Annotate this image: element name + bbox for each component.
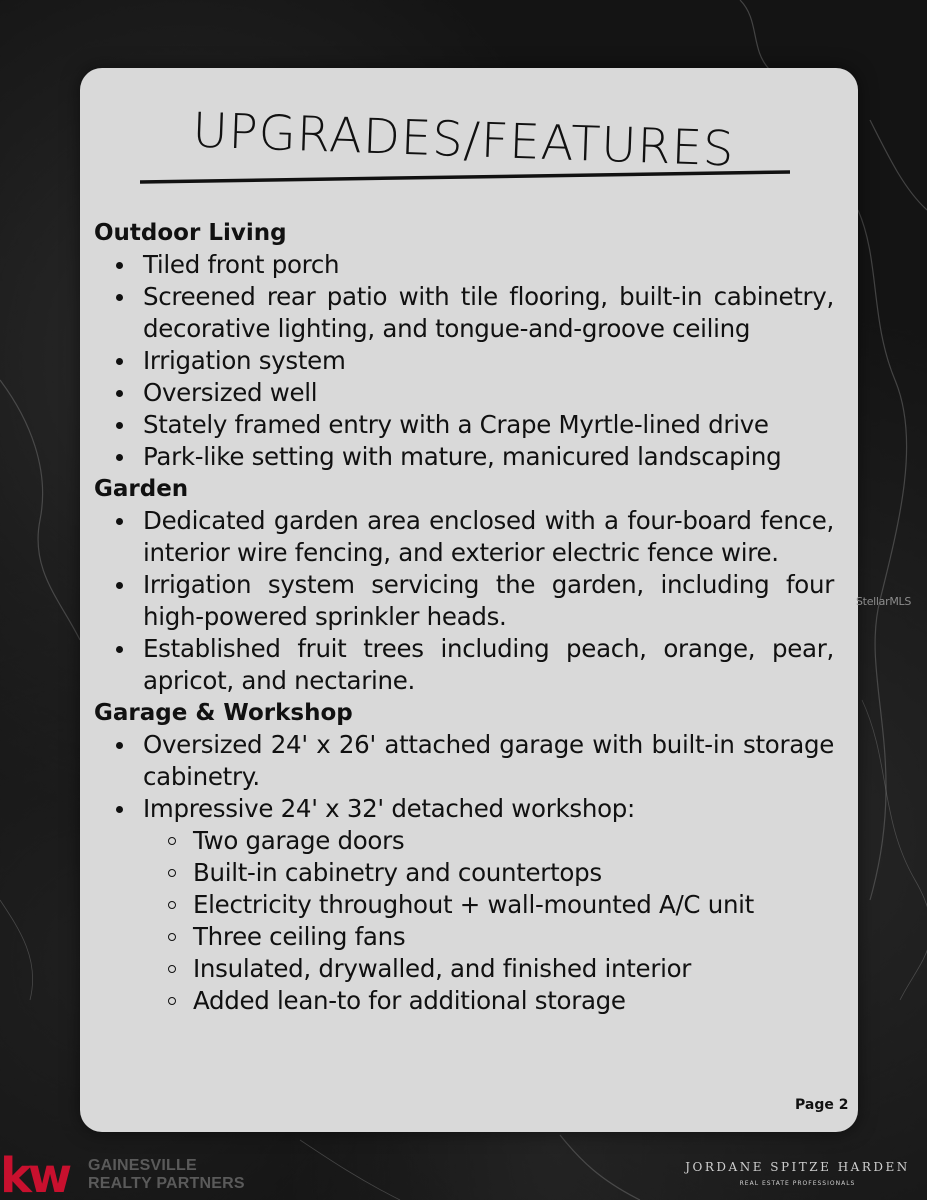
- sub-list-item: Two garage doors: [193, 825, 834, 857]
- list-item: Established fruit trees including peach, orange, pear, apricot, and nectarine.: [143, 634, 834, 695]
- mls-watermark: StellarMLS: [856, 595, 912, 608]
- sub-list-item: Added lean-to for additional storage: [193, 985, 834, 1017]
- sub-list-item: Electricity throughout + wall-mounted A/C unit: [193, 889, 834, 921]
- features-content: [94, 217, 834, 1017]
- broker-line-1: GAINESVILLE: [88, 1157, 197, 1174]
- list-item: Oversized well: [143, 377, 834, 409]
- broker-line-2: REALTY PARTNERS: [88, 1175, 245, 1192]
- sub-list-item: Insulated, drywalled, and finished interior: [193, 953, 834, 985]
- agent-branding: [670, 1160, 925, 1187]
- sub-list-item: Built-in cabinetry and countertops: [193, 857, 834, 889]
- list-item: Screened rear patio with tile flooring, built-in cabinetry, decorative lighting, and tongue-and-groove ceiling: [143, 282, 834, 343]
- garage-workshop-list: [94, 729, 834, 1017]
- list-item: Irrigation system servicing the garden, including four high-powered sprinkler heads.: [143, 570, 834, 631]
- kw-logo-icon: [0, 1148, 80, 1198]
- title-underline: [140, 168, 790, 186]
- outdoor-living-list: [94, 249, 834, 473]
- broker-name: [88, 1157, 245, 1193]
- list-item: Oversized 24' x 26' attached garage with built-in storage cabinetry.: [143, 730, 834, 791]
- list-item: Irrigation system: [143, 345, 834, 377]
- list-item: [143, 793, 834, 1017]
- workshop-sublist: [143, 825, 834, 1017]
- agent-subtitle: REAL ESTATE PROFESSIONALS: [739, 1180, 856, 1187]
- list-item: Stately framed entry with a Crape Myrtle-lined drive: [143, 409, 834, 441]
- garden-list: [94, 505, 834, 697]
- page-title: UPGRADES/FEATURES: [191, 102, 736, 178]
- section-title-garden: Garden: [94, 476, 189, 502]
- svg-text:kw: kw: [0, 1148, 69, 1198]
- section-title-garage-workshop: Garage & Workshop: [94, 700, 353, 726]
- list-item: Dedicated garden area enclosed with a four-board fence, interior wire fencing, and exterior electric fence wire.: [143, 506, 834, 567]
- section-title-outdoor-living: Outdoor Living: [94, 220, 287, 246]
- sub-list-item: Three ceiling fans: [193, 921, 834, 953]
- page-number: Page 2: [795, 1097, 849, 1113]
- agent-name: JORDANE SPITZE HARDEN: [685, 1160, 910, 1174]
- list-item-text: Impressive 24' x 32' detached workshop:: [143, 794, 635, 823]
- list-item: Tiled front porch: [143, 249, 834, 281]
- list-item: Park-like setting with mature, manicured landscaping: [143, 441, 834, 473]
